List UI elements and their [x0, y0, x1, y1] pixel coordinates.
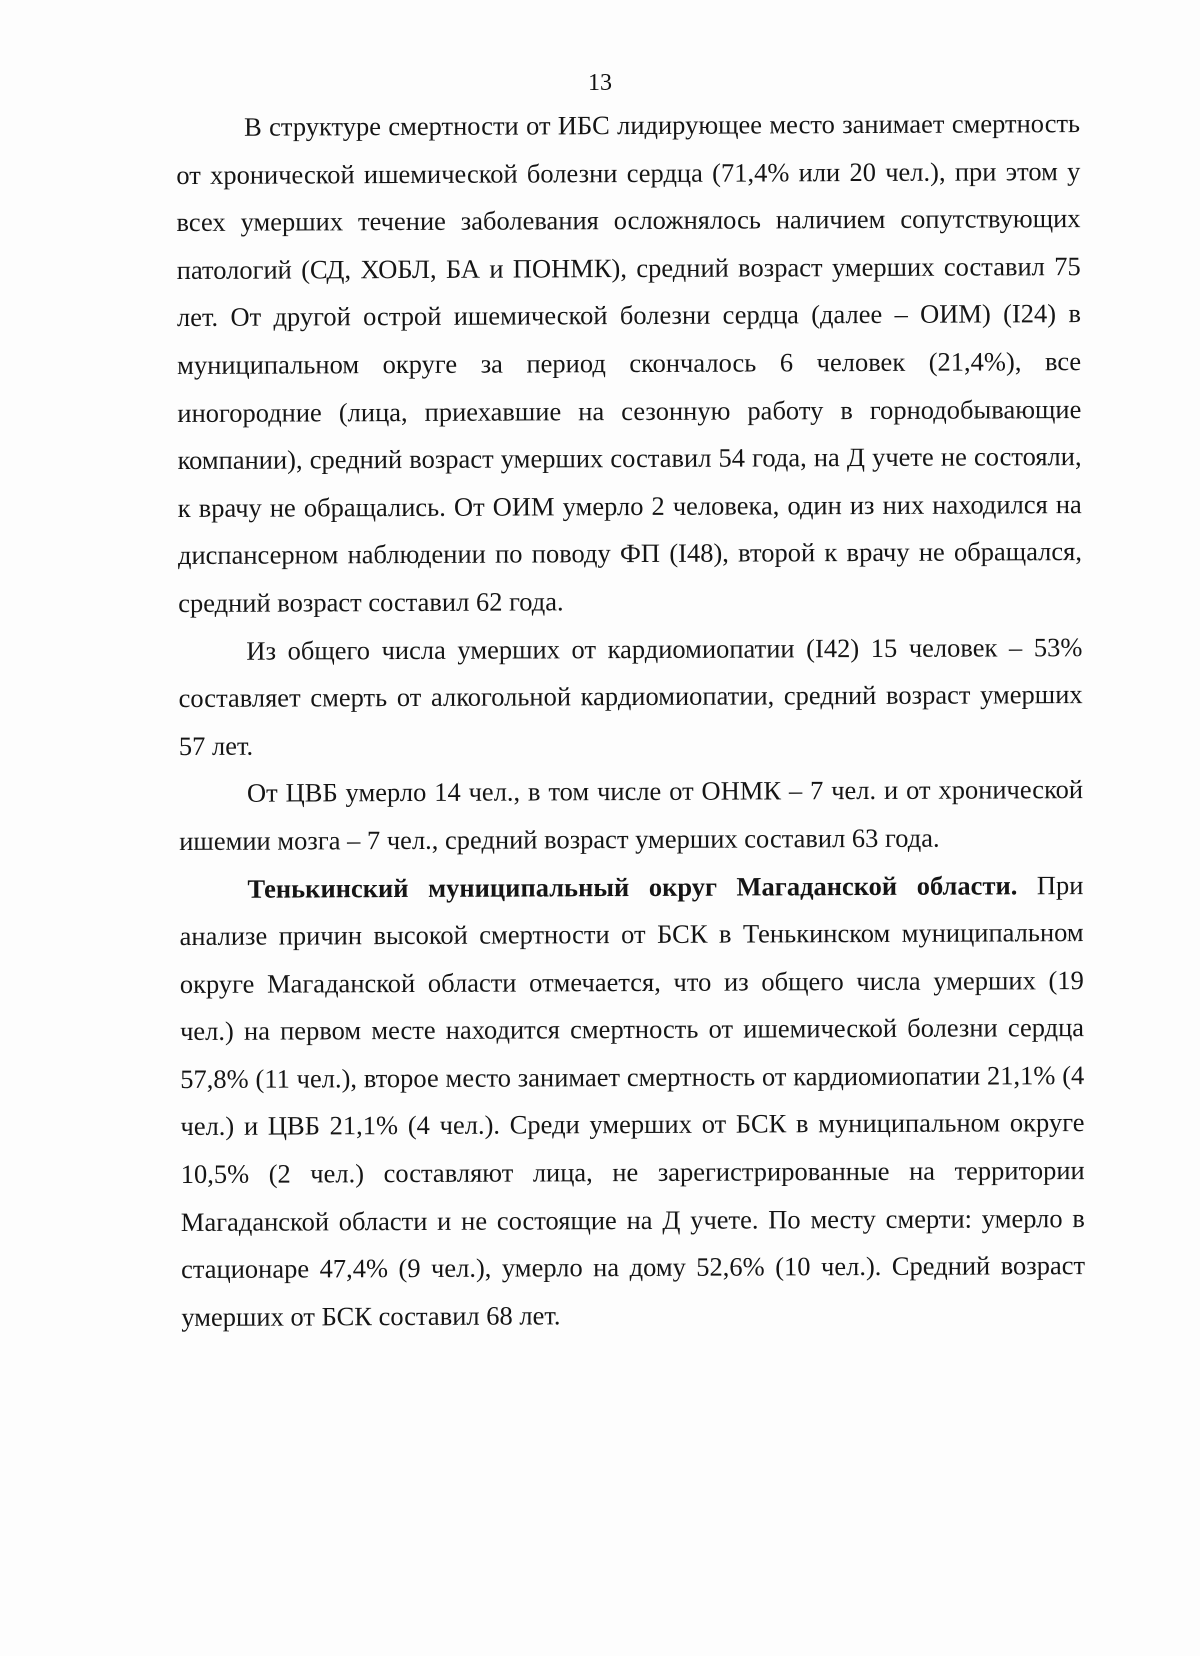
paragraph-text: От ЦВБ умерло 14 чел., в том числе от ОНМК – 7 чел. и от хронической ишемии мозга – 7 чел., средний возраст умерших составил 63 года. — [179, 774, 1084, 856]
paragraph-tenkinsky-district — [179, 862, 1085, 1342]
document-body — [176, 100, 1085, 1341]
paragraph-cardiomyopathy — [178, 624, 1083, 771]
paragraph-cvd — [179, 766, 1083, 865]
paragraph-heading: Тенькинский муниципальный округ Магаданской области. — [247, 869, 1018, 904]
paragraph-text: Из общего числа умерших от кардиомиопатии (I42) 15 человек – 53% составляет смерть от алкогольной кардиомиопатии, средний возраст умерших 57 лет. — [178, 631, 1083, 761]
paragraph-text: При анализе причин высокой смертности от БСК в Тенькинском муниципальном округе Магаданской области отмечается, что из общего числа умерших (19 чел.) на первом месте находится смертность от ишемической болезни сердца 57,8% (11 чел.), второе место занимает смертность от кардиомиопатии 21,1% (4 чел.) и ЦВБ 21,1% (4 чел.). Среди умерших от БСК в муниципальном округе 10,5% (2 чел.) составляют лица, не зарегистрированные на территории Магаданской области и не состоящие на Д учете. По месту смерти: умерло в стационаре 47,4% (9 чел.), умерло на дому 52,6% (10 чел.). Средний возраст умерших от БСК составил 68 лет. — [179, 869, 1086, 1332]
paragraph-text: В структуре смертности от ИБС лидирующее место занимает смертность от хронической ишемической болезни сердца (71,4% или 20 чел.), при этом у всех умерших течение заболевания осложнялось наличием сопутствующих патологий (СД, ХОБЛ, БА и ПОНМК), средний возраст умерших составил 75 лет. От другой острой ишемической болезни сердца (далее – ОИМ) (I24) в муниципальном округе за период скончалось 6 человек (21,4%), все иногородние (лица, приехавшие на сезонную работу в горнодобывающие компании), средний возраст умерших составил 54 года, на Д учете не состояли, к врачу не обращались. От ОИМ умерло 2 человека, один из них находился на диспансерном наблюдении по поводу ФП (I48), второй к врачу не обращался, средний возраст составил 62 года. — [176, 108, 1083, 618]
page-number: 13 — [588, 70, 612, 96]
paragraph-ibs-structure — [176, 100, 1082, 627]
